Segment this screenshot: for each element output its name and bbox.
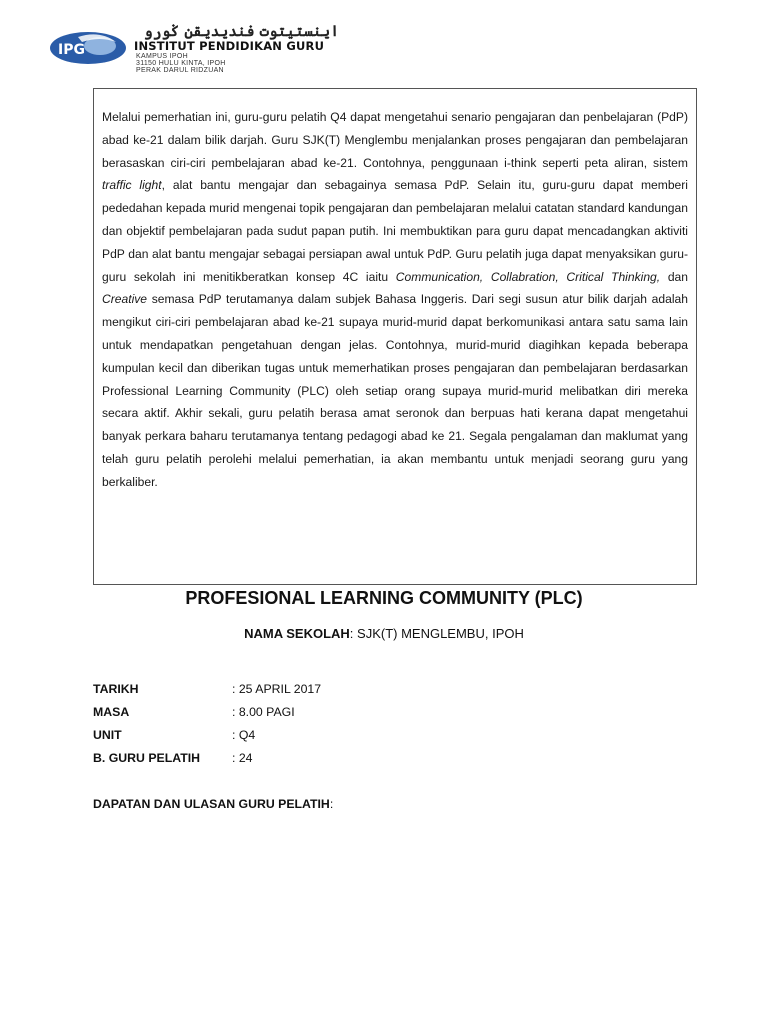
reflection-italic-2: Communication, Collabration, Critical Thinking, xyxy=(395,269,661,284)
detail-value: : 25 APRIL 2017 xyxy=(232,682,322,696)
detail-value: : Q4 xyxy=(232,728,256,742)
reflection-text-1: Melalui pemerhatian ini, guru-guru pelatih Q4 dapat mengetahui senario pengajaran dan penbelajaran (PdP) abad ke-21 dalam bilik darjah. Guru SJK(T) Menglembu menjalankan proses pengajaran dan pembelajaran berasaskan ciri-ciri pembelajaran abad ke-21. Contohnya, penggunaan i-think seperti peta aliran, sistem xyxy=(102,110,688,170)
ipg-logo xyxy=(48,28,128,68)
reflection-box xyxy=(93,88,697,585)
school-line xyxy=(0,626,768,641)
reflection-text-3: dan xyxy=(660,269,688,284)
findings-colon: : xyxy=(329,797,334,811)
state-line: PERAK DARUL RIDZUAN xyxy=(136,67,224,74)
detail-label: TARIKH xyxy=(93,682,139,696)
campus-line: KAMPUS IPOH xyxy=(136,53,188,60)
school-value: : SJK(T) MENGLEMBU, IPOH xyxy=(349,626,524,641)
findings-heading xyxy=(93,797,333,811)
detail-label: UNIT xyxy=(93,728,122,742)
institution-name: INSTITUT PENDIDIKAN GURU xyxy=(134,39,325,53)
detail-value: : 8.00 PAGI xyxy=(232,705,295,719)
logo-text: IPG xyxy=(58,42,85,58)
reflection-text-2: , alat bantu mengajar dan sebagainya semasa PdP. Selain itu, guru-guru dapat memberi pededahan kepada murid mengenai topik pengajaran dan pembelajaran melalui catatan standard kandungan dan objektif pembelajaran pada sudut papan putih. Ini membuktikan para guru dapat mencadangkan aktiviti PdP dan alat bantu mengajar sebagai persiapan awal untuk PdP. Guru pelatih juga dapat menyaksikan guru-guru sekolah ini menitikberatkan konsep 4C iaitu xyxy=(102,178,688,284)
school-label: NAMA SEKOLAH xyxy=(244,626,350,641)
page-title: PROFESIONAL LEARNING COMMUNITY (PLC) xyxy=(185,588,583,608)
institution-jawi: اينستيتوت فنديديقن ݢورو xyxy=(144,22,340,40)
detail-label: MASA xyxy=(93,705,130,719)
reflection-text-4: semasa PdP terutamanya dalam subjek Bahasa Inggeris. Dari segi susun atur bilik darjah adalah mengikut ciri-ciri pembelajaran abad ke-21 supaya murid-murid dapat berkomunikasi antara satu sama lain untuk mendapatkan pengetahuan dengan jelas. Contohnya, murid-murid diagihkan kepada beberapa kumpulan kecil dan diberikan tugas untuk memerhatikan proses pengajaran dan pembelajaran berdasarkan Professional Learning Community (PLC) oleh setiap orang supaya murid-murid melibatkan diri mereka secara aktif. Akhir sekali, guru pelatih berasa amat seronok dan berpuas hati kerana dapat mengetahui banyak perkara baharu terutamanya tentang pedagogi abad ke 21. Segala pengalaman dan maklumat yang telah guru pelatih perolehi melalui pemerhatian, ia akan membantu untuk menjadi seorang guru yang berkaliber. xyxy=(102,292,688,489)
detail-value: : 24 xyxy=(232,751,253,765)
reflection-italic-3: Creative xyxy=(102,292,148,307)
reflection-paragraph xyxy=(102,106,688,494)
findings-label: DAPATAN DAN ULASAN GURU PELATIH xyxy=(93,797,330,811)
detail-label: B. GURU PELATIH xyxy=(93,751,201,765)
letterhead xyxy=(48,22,408,72)
reflection-italic-1: traffic light xyxy=(102,178,162,193)
address-line: 31150 HULU KINTA, IPOH xyxy=(136,60,226,67)
